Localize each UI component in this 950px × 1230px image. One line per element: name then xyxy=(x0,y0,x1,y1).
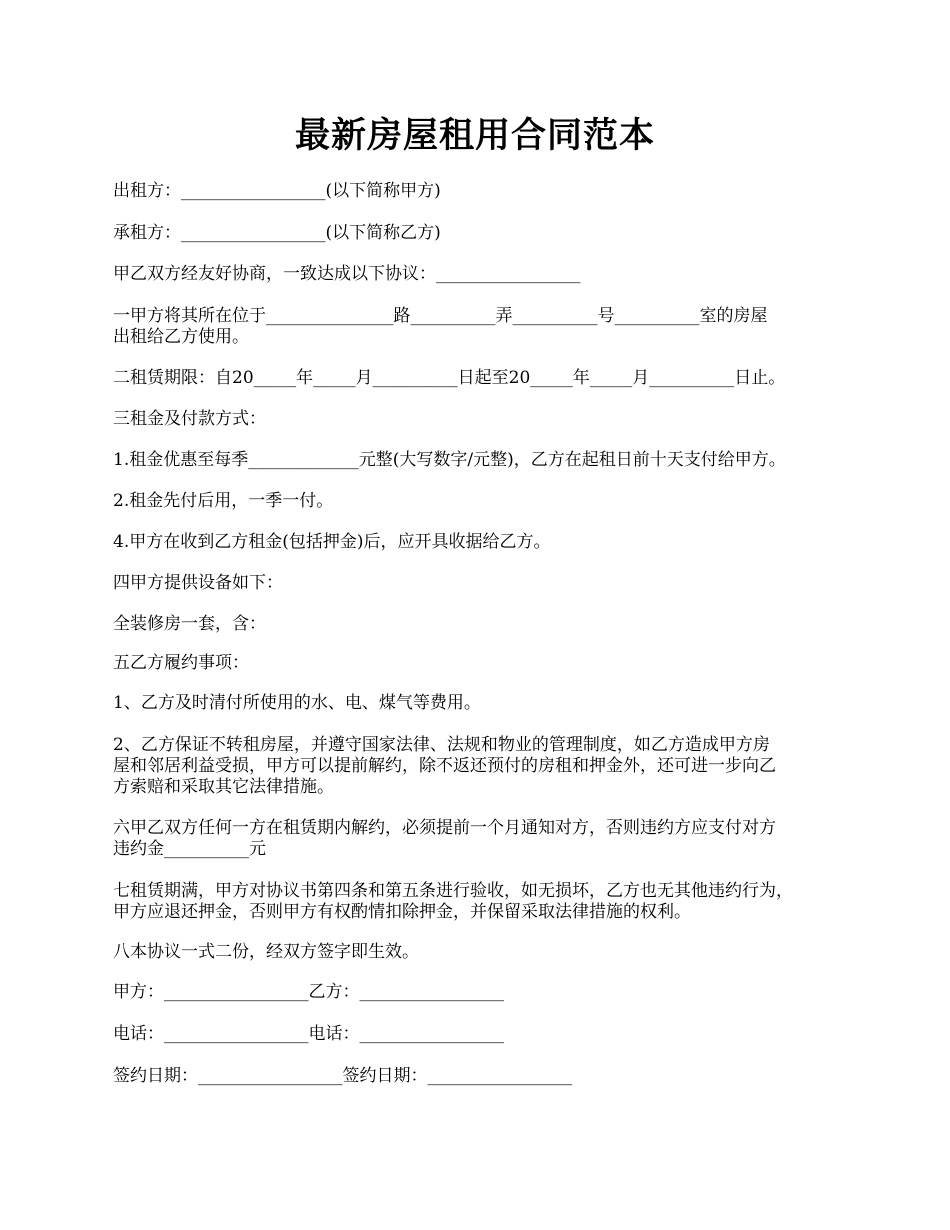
clause-2-term: 二租赁期限：自20_____年_____月__________日起至20_____年_____月__________日止。 xyxy=(113,368,786,388)
agreement-intro: 甲乙双方经友好协商，一致达成以下协议：_________________ xyxy=(113,264,581,284)
signature-dates: 签约日期：_________________签约日期：_________________ xyxy=(113,1066,572,1086)
clause-1-property: 一甲方将其所在位于_______________路__________弄__________号__________室的房屋 出租给乙方使用。 xyxy=(113,306,768,347)
clause-5-item-2: 2、乙方保证不转租房屋，并遵守国家法律、法规和物业的管理制度，如乙方造成甲方房 屋和邻居利益受损，甲方可以提前解约，除不返还预付的房租和押金外，还可进一步向乙 方索赔和采取其它法律措施。 xyxy=(113,735,776,797)
clause-3-item-1: 1.租金优惠至每季_____________元整(大写数字/元整)，乙方在起租日前十天支付给甲方。 xyxy=(113,450,786,470)
clause-6-termination: 六甲乙双方任何一方在租赁期内解约，必须提前一个月通知对方，否则违约方应支付对方 违约金__________元 xyxy=(113,818,776,859)
document-title: 最新房屋租用合同范本 xyxy=(294,115,655,156)
clause-8-effect: 八本协议一式二份，经双方签字即生效。 xyxy=(113,942,419,962)
clause-4-detail: 全装修房一套，含： xyxy=(113,614,266,634)
signature-phones: 电话：_________________电话：_________________ xyxy=(113,1024,504,1044)
clause-5-item-1: 1、乙方及时清付所使用的水、电、煤气等费用。 xyxy=(113,693,481,713)
signature-parties: 甲方：_________________乙方：_________________ xyxy=(113,982,504,1002)
clause-3-item-2: 2.租金先付后用，一季一付。 xyxy=(113,491,334,511)
clause-5-heading: 五乙方履约事项： xyxy=(113,653,249,673)
clause-3-heading: 三租金及付款方式： xyxy=(113,409,266,429)
clause-3-item-4: 4.甲方在收到乙方租金(包括押金)后，应开具收据给乙方。 xyxy=(113,532,551,552)
lessee-line: 承租方：_________________(以下简称乙方) xyxy=(113,223,441,243)
lessor-line: 出租方：_________________(以下简称甲方) xyxy=(113,181,441,201)
clause-7-expiry: 七租赁期满，甲方对协议书第四条和第五条进行验收，如无损坏，乙方也无其他违约行为， 甲方应退还押金，否则甲方有权酌情扣除押金，并保留采取法律措施的权利。 xyxy=(113,881,793,922)
clause-4-heading: 四甲方提供设备如下： xyxy=(113,573,283,593)
